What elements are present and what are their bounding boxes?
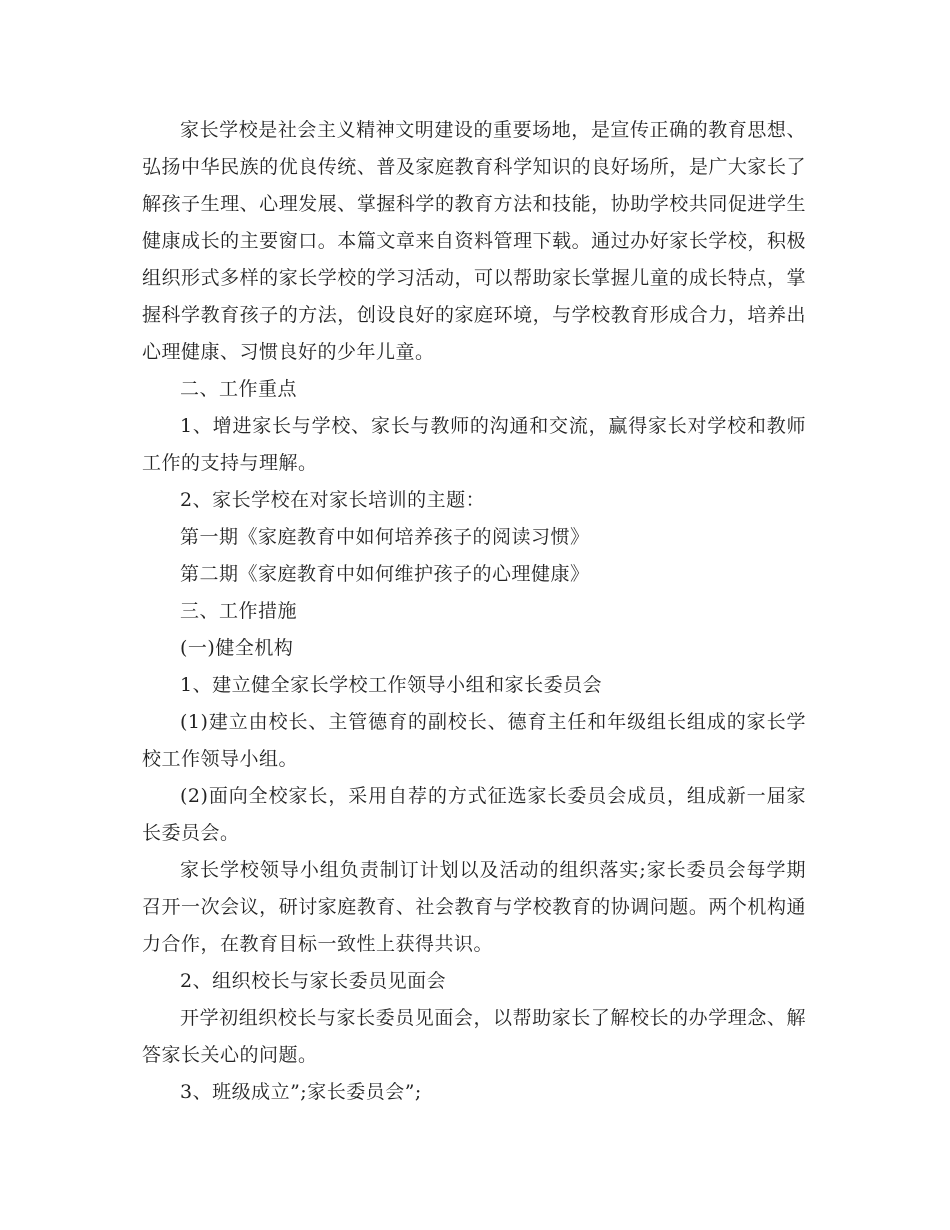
training-topic-1: 第一期《家庭教育中如何培养孩子的阅读习惯》	[180, 526, 590, 548]
document-body	[142, 112, 806, 1111]
subsection-heading-organization: (一)健全机构	[180, 637, 294, 659]
intro-paragraph: 家长学校是社会主义精神文明建设的重要场地，是宣传正确的教育思想、弘扬中华民族的优良传统、普及家庭教育科学知识的良好场所，是广大家长了解孩子生理、心理发展、掌握科学的教育方法和技能，协助学校共同促进学生健康成长的主要窗口。本篇文章来自资料管理下载。通过办好家长学校，积极组织形式多样的家长学校的学习活动，可以帮助家长掌握儿童的成长特点，掌握科学教育孩子的方法，创设良好的家庭环境，与学校教育形成合力，培养出心理健康、习惯良好的少年儿童。	[142, 119, 806, 363]
section-heading-work-focus: 二、工作重点	[180, 378, 298, 400]
measure-subitem-1: (1)建立由校长、主管德育的副校长、德育主任和年级组长组成的家长学校工作领导小组。	[142, 711, 806, 770]
measure-item-1: 1、建立健全家长学校工作领导小组和家长委员会	[180, 674, 603, 696]
training-topic-2: 第二期《家庭教育中如何维护孩子的心理健康》	[180, 563, 590, 585]
section-heading-work-measures: 三、工作措施	[180, 600, 298, 622]
measure-item-2: 2、组织校长与家长委员见面会	[180, 970, 447, 992]
focus-item-2: 2、家长学校在对家长培训的主题：	[180, 489, 486, 511]
organization-paragraph: 家长学校领导小组负责制订计划以及活动的组织落实;家长委员会每学期召开一次会议，研讨家庭教育、社会教育与学校教育的协调问题。两个机构通力合作，在教育目标一致性上获得共识。	[142, 859, 806, 955]
meeting-paragraph: 开学初组织校长与家长委员见面会，以帮助家长了解校长的办学理念、解答家长关心的问题。	[142, 1007, 806, 1066]
measure-item-3: 3、班级成立”;家长委员会”;	[180, 1081, 422, 1103]
focus-item-1: 1、增进家长与学校、家长与教师的沟通和交流，赢得家长对学校和教师工作的支持与理解。	[142, 415, 806, 474]
measure-subitem-2: (2)面向全校家长，采用自荐的方式征选家长委员会成员，组成新一届家长委员会。	[142, 785, 806, 844]
